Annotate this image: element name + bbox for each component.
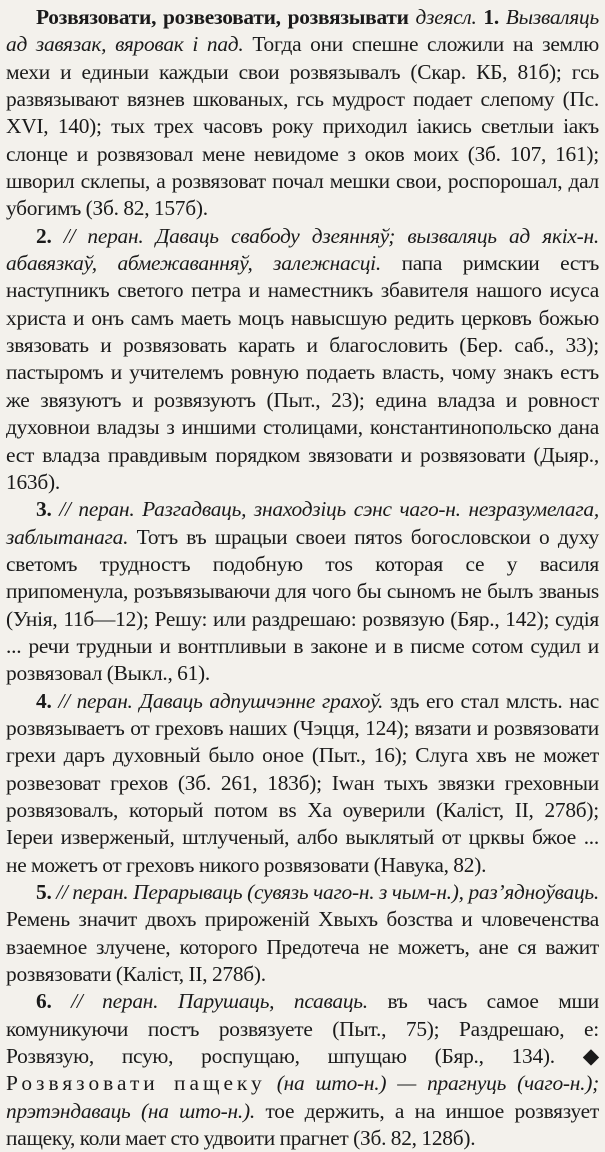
sense-citations: папа римскии естъ наступникъ светого петра и наместникъ збавителя нашого исуса христа и онъ самъ маеть моцъ навысшую редить церковъ божью звязовать и розвязовать карать и благословить (Бер. саб., 33); пастыромъ и учителемъ ровную подаеть власть, чому знакъ естъ же звязуютъ и розвязуютъ (Пыт., 23); едина владза и ровност духовнои владзы з иншими столицами, константинопольско дана ест владза правдивым порядком звязовати и розвязовати (Дыяр., 163б). <box>6 251 600 494</box>
entry-sense-6 <box>6 988 599 1152</box>
phrase-citation: тое держить, а на иншое розвязует пащеку, коли мает сто удвоити прагнет (Зб. 82, 128б). <box>6 1098 599 1151</box>
sense-citations: здъ его стал млсть. нас розвязываетъ от греховъ наших (Чэцця, 124); вязати и розвязовати грехи даръ духовный было оное (Пыт., 16); Слуга хвъ не может розвезоват грехов (Зб. 261, 183б); Iwан тыхъ звязки греховныи розвязовалъ, который потом вs Ха оуверили (Каліст, II, 278б); Iереи изверженый, штлученый, албо выклятый от црквы бжое ... не можетъ от греховъ никого розвязовати (Навука, 82). <box>6 688 599 877</box>
sense-gloss: Даваць адпушчэнне грахоў. <box>139 688 384 713</box>
sense-gloss: Даваць свабоду дзеянняў; вызваляць ад якіх-н. абавязкаў, абмежаванняў, залежнасці. <box>6 223 599 276</box>
figurative-label: // перан. <box>56 880 129 904</box>
sense-number: 1. <box>483 5 499 29</box>
entry-sense-4 <box>6 688 599 879</box>
headword: Розвязовати, розвезовати, розвязывати <box>36 5 409 29</box>
entry-sense-5 <box>6 879 599 988</box>
sense-citations: Тотъ въ шрацыи своеи пятоs богословскои о духу светомъ трудностъ подобную тоs которая се у василя припоменула, розъвязываючи для чого бы сыномъ не былъ званыs (Унія, 11б—12); Решу: или раздрешаю: розвязую (Бяр., 142); судія ... речи трудныи и вонтпливыи в законе и в писме сотом судил и розвязовал (Выкл., 61). <box>6 524 599 686</box>
sense-number: 3. <box>36 497 52 522</box>
sense-gloss: Парушаць, псаваць. <box>177 989 368 1014</box>
sense-gloss: Разгадваць, знаходзіць сэнс чаго-н. незразумелага, заблытанага. <box>6 497 599 549</box>
phraseologism: Розвязовати пащеку <box>6 1071 266 1096</box>
entry-sense-1 <box>6 4 599 223</box>
sense-number: 5. <box>36 880 52 904</box>
figurative-label: // перан. <box>59 497 135 522</box>
figurative-label: // перан. <box>63 223 144 248</box>
sense-citations: Тогда они спешне сложили на землю мехи и единыи каждыи свои розвязывалъ (Скар. КБ, 81б); гсь развязывают вязнев шкованых, гсь мудрост подает слепому (Пс. XVI, 140); тых трех часовъ року приходил iакись светлыи iакъ слонце и розвязовал мене невидоме з оков моих (Зб. 107, 161); шворил склепы, а розвязоват почал мешки свои, роспорошал, дал убогимъ (Зб. 82, 157б). <box>6 32 599 221</box>
sense-gloss: Перарываць (сувязь чаго-н. з чым-н.), раз’ядноўваць. <box>133 880 599 904</box>
figurative-label: // перан. <box>58 688 133 713</box>
sense-number: 4. <box>36 688 52 713</box>
sense-number: 2. <box>36 223 52 248</box>
sense-citations: Ремень значит двохъ прироженій Хвыхъ бозства и чловеченства взаемное злучене, которого Предотеча не можетъ, ане ся важит розвязовати (Каліст, II, 278б). <box>6 907 599 987</box>
part-of-speech: дзеясл. <box>415 5 477 29</box>
sense-citations: въ часъ самое мши комуникуючи постъ розвязуете (Пыт., 75); Раздрешаю, е: Розвязую, псую, роспущаю, шпущаю (Бяр., 134). <box>6 989 599 1069</box>
figurative-label: // перан. <box>71 989 159 1014</box>
sense-number: 6. <box>36 989 52 1014</box>
entry-sense-2 <box>6 223 599 496</box>
phrase-gloss: (на што-н.) — прагнуць (чаго-н.); прэтэндаваць (на што-н.). <box>6 1071 599 1123</box>
sense-gloss: Вызваляць ад завязак, вяровак і пад. <box>6 5 599 57</box>
entry-sense-3 <box>6 496 599 687</box>
phrase-marker: ◆ <box>582 1044 599 1069</box>
